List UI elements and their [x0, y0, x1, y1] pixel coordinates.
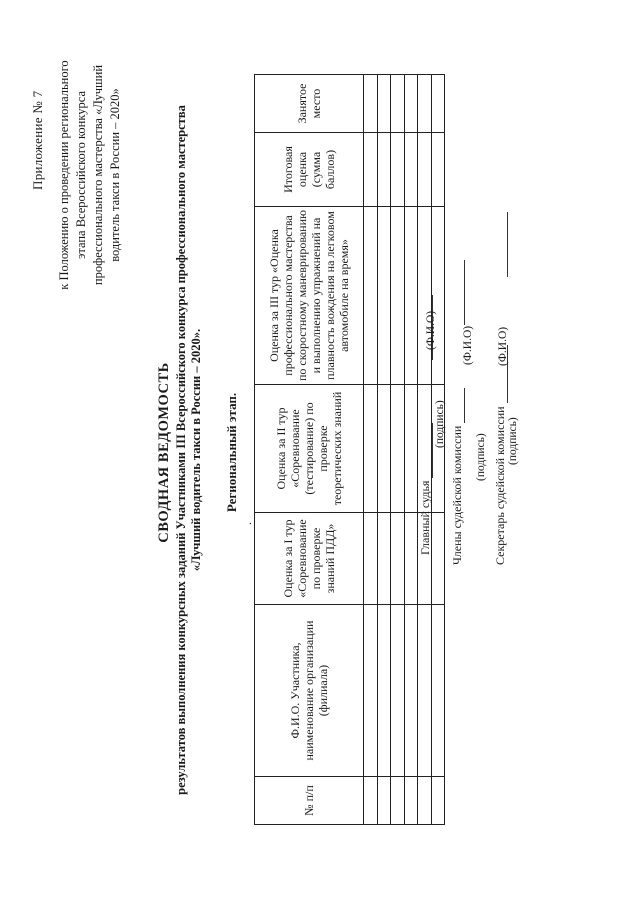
- table-cell: [377, 605, 391, 777]
- signature-line: [432, 423, 433, 478]
- table-cell: [364, 605, 378, 777]
- table-cell: [364, 777, 378, 825]
- table-cell: [431, 777, 445, 825]
- document-subtitle: [174, 55, 204, 845]
- table-cell: [404, 605, 418, 777]
- stray-dot: .: [240, 522, 254, 525]
- table-cell: [404, 777, 418, 825]
- table-row: [404, 75, 418, 825]
- table-cell: [377, 133, 391, 207]
- table-cell: [391, 133, 405, 207]
- table-cell: [418, 605, 432, 777]
- col-header-total: Итоговая оценка (сумма баллов): [255, 133, 364, 207]
- col-header-place: Занятое место: [255, 75, 364, 133]
- secretary-signature: [493, 212, 508, 565]
- members-signature-hint: (подпись): [475, 433, 487, 481]
- chief-judge-label: Главный судья: [418, 480, 432, 555]
- table-cell: [364, 207, 378, 385]
- subtitle-line: «Лучший водитель такси в России – 2020».: [189, 328, 203, 572]
- table-cell: [431, 513, 445, 605]
- results-table: [254, 74, 445, 825]
- table-header-row: [255, 75, 364, 825]
- appendix-line: водитель такси в России – 2020»: [108, 88, 122, 262]
- table-cell: [404, 513, 418, 605]
- members-signature: [450, 260, 465, 565]
- table-row: [377, 75, 391, 825]
- table-cell: [431, 207, 445, 385]
- members-label: Члены судейской комиссии: [450, 425, 464, 565]
- appendix-line: профессионального мастерства «Лучший: [91, 64, 105, 286]
- table-cell: [364, 75, 378, 133]
- table-cell: [404, 133, 418, 207]
- subtitle-line: результатов выполнения конкурсных заданий Участниками III Всероссийского конкурса профессионального мастерства: [174, 105, 188, 795]
- table-cell: [364, 513, 378, 605]
- appendix-reference: [56, 45, 124, 305]
- table-cell: [377, 385, 391, 513]
- stage-label: Региональный этап.: [224, 392, 239, 513]
- table-cell: [418, 777, 432, 825]
- name-line: [464, 260, 465, 325]
- table-cell: [391, 777, 405, 825]
- table-cell: [391, 385, 405, 513]
- table-cell: [377, 513, 391, 605]
- appendix-line: этапа Всероссийского конкурса: [74, 90, 88, 260]
- table-cell: [404, 75, 418, 133]
- col-header-round-3: Оценка за III тур «Оценка профессионального мастерства по скоростному маневрированию и выполнению упражнений на плавность вождения на легковом автомобиле на время»: [255, 207, 364, 385]
- chief-judge-signature-hint: (подпись): [434, 400, 446, 448]
- table-cell: [431, 133, 445, 207]
- table-cell: [404, 385, 418, 513]
- table-cell: [377, 207, 391, 385]
- table-row: [364, 75, 378, 825]
- table-cell: [391, 75, 405, 133]
- table-cell: [431, 75, 445, 133]
- secretary-name-hint: (Ф.И.О): [497, 326, 509, 366]
- secretary-signature-hint: (подпись): [507, 417, 519, 465]
- table-cell: [404, 207, 418, 385]
- table-cell: [391, 605, 405, 777]
- table-cell: [418, 133, 432, 207]
- appendix-line: к Положению о проведении регионального: [57, 60, 71, 290]
- chief-judge-name-hint: (Ф.И.О): [425, 310, 437, 350]
- appendix-title: Приложение № 7: [30, 90, 45, 190]
- col-header-participant: Ф.И.О. Участника, наименование организации (филиала): [255, 605, 364, 777]
- signature-line: [464, 388, 465, 423]
- col-header-round-2: Оценка за II тур «Соревнование (тестирование) по проверке теоретических знаний: [255, 385, 364, 513]
- table-cell: [391, 207, 405, 385]
- name-line: [507, 212, 508, 277]
- table-row: [391, 75, 405, 825]
- table-cell: [391, 513, 405, 605]
- table-cell: [364, 133, 378, 207]
- table-cell: [418, 75, 432, 133]
- table-row: [431, 75, 445, 825]
- document-title: СВОДНАЯ ВЕДОМОСТЬ: [156, 362, 172, 543]
- members-name-hint: (Ф.И.О): [462, 325, 474, 365]
- table-cell: [364, 385, 378, 513]
- table-cell: [431, 605, 445, 777]
- table-cell: [377, 75, 391, 133]
- secretary-label: Секретарь судейской комиссии: [493, 406, 507, 565]
- col-header-number: № п/п: [255, 777, 364, 825]
- col-header-round-1: Оценка за I тур «Соревнование по проверке знаний ПДД»: [255, 513, 364, 605]
- table-cell: [377, 777, 391, 825]
